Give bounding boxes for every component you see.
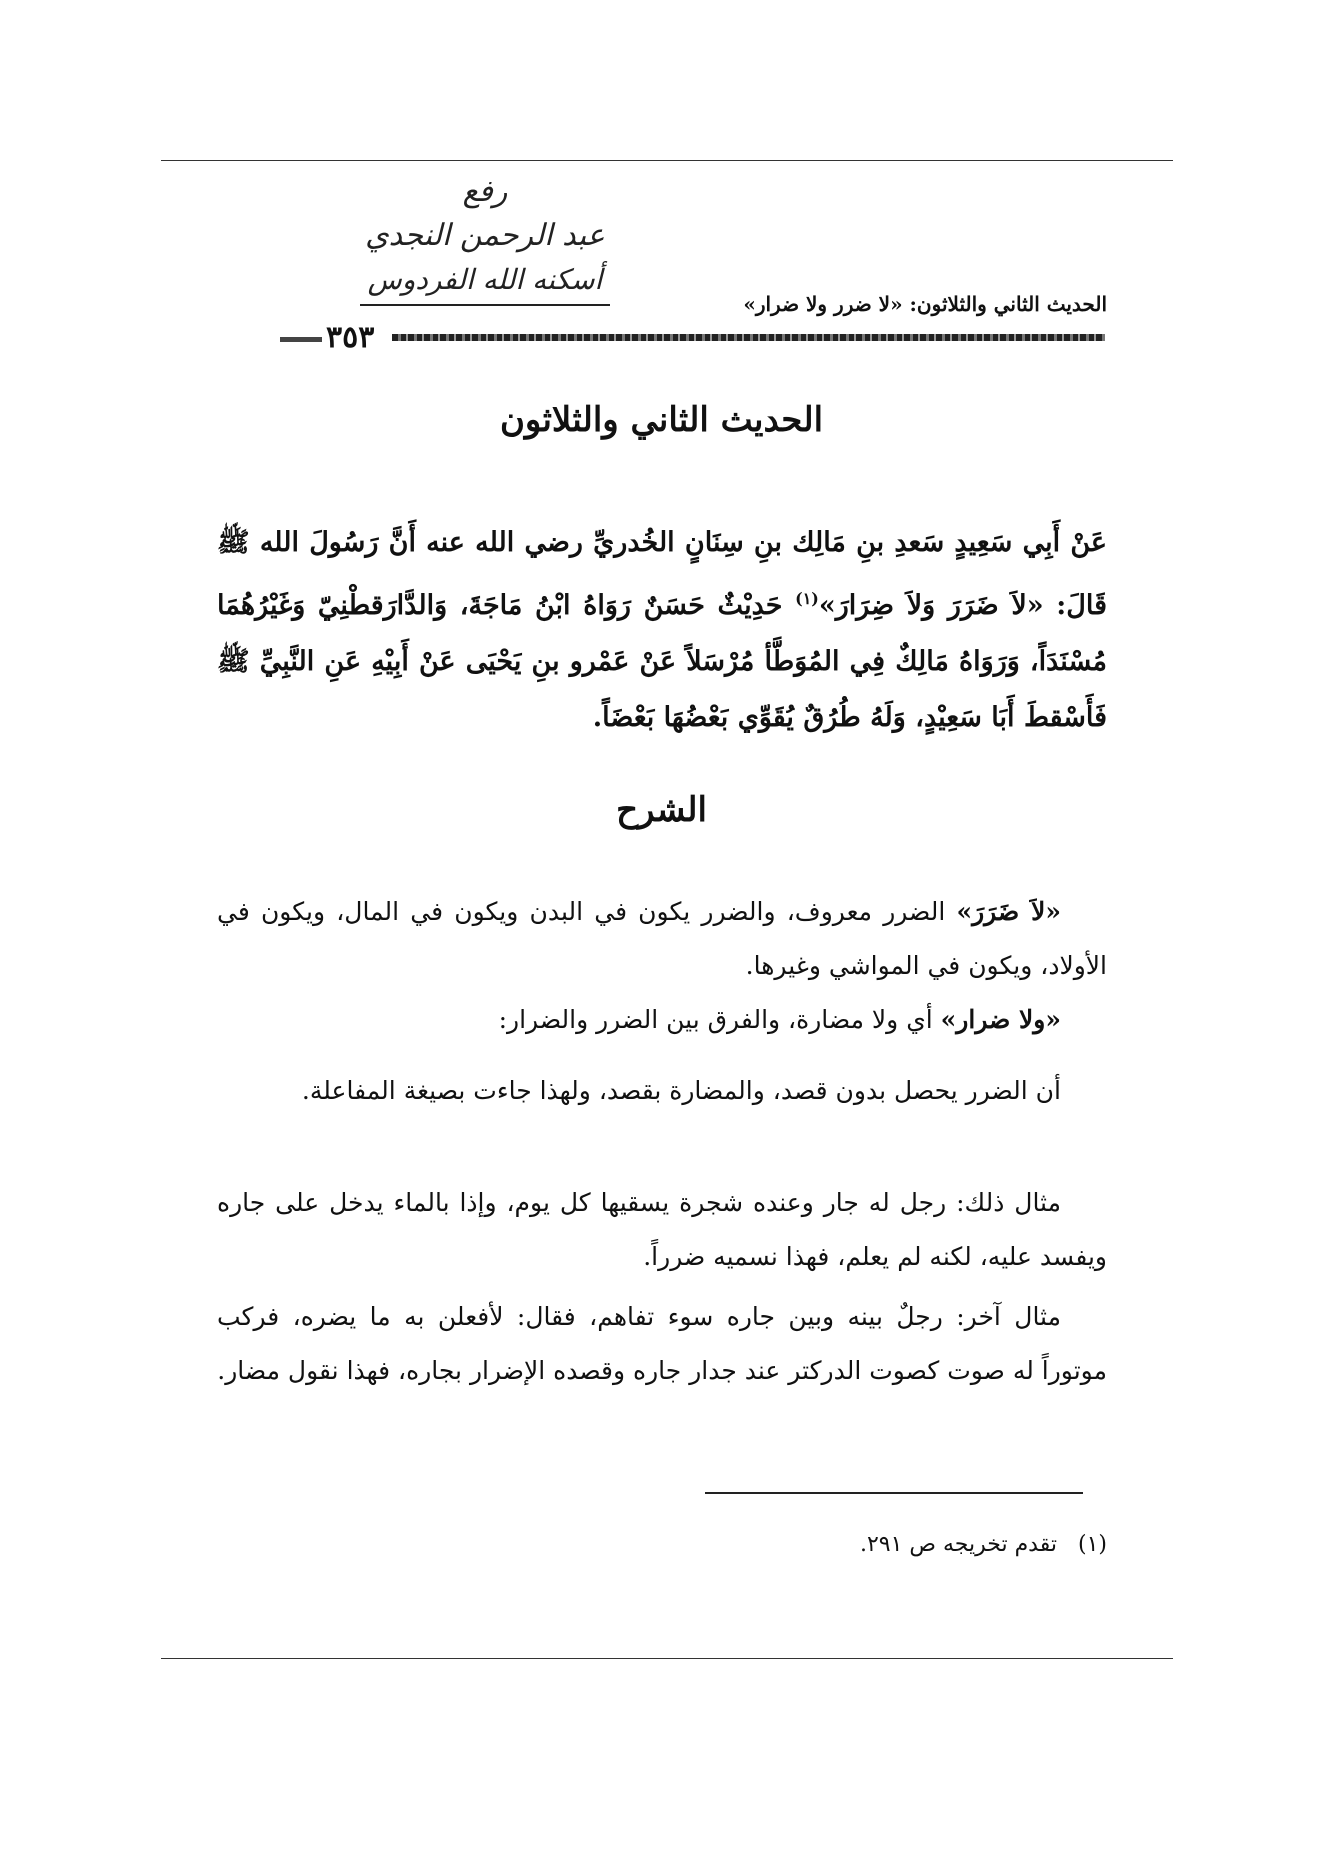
signature-stamp xyxy=(360,170,610,320)
quoted-term: «ولا ضرار» xyxy=(940,1005,1061,1034)
footnote-marker: (١) xyxy=(795,589,819,608)
footnote-rule xyxy=(705,1492,1083,1494)
page-number: ٣٥٣ xyxy=(326,320,375,355)
hadith-text-part-1: عَنْ أَبِي سَعِيدٍ سَعدِ بنِ مَالِك بنِ سِنَانٍ الخُدريِّ رضي الله عنه أَنَّ رَسُولَ الله ﷺ قَالَ: «لاَ ضَرَرَ وَلاَ ضِرَارَ» xyxy=(217,527,1107,621)
header-ornament-bar xyxy=(392,334,1105,341)
stamp-line-3: أسكنه الله الفردوس xyxy=(360,258,610,306)
sharh-title: الشرح xyxy=(616,790,707,830)
stamp-line-1: رفع xyxy=(462,174,508,209)
footnote xyxy=(507,1532,1107,1557)
paragraph-text: أي ولا مضارة، والفرق بين الضرر والضرار: xyxy=(498,1005,941,1034)
hadith-title: الحديث الثاني والثلاثون xyxy=(499,400,824,440)
footnote-number: (١) xyxy=(1077,1532,1107,1557)
sharh-paragraph-1 xyxy=(217,885,1107,993)
sharh-paragraph-5: مثال آخر: رجلٌ بينه وبين جاره سوء تفاهم، فقال: لأفعلن به ما يضره، فركب موتوراً له صوت كصوت الدركتر عند جدار جاره وقصده الإضرار بجاره، فهذا نقول مضار. xyxy=(217,1302,1107,1385)
hadith-text-part-2: حَدِيْثٌ حَسَنٌ رَوَاهُ ابْنُ مَاجَةَ، وَالدَّارَقطْنِيّ وَغَيْرُهُمَا مُسْنَدَاً، وَرَوَاهُ مَالِكٌ فِي المُوَطَّأ مُرْسَلاً عَنْ عَمْرو بنِ يَحْيَى عَنْ أَبِيْهِ عَنِ النَّبِيِّ ﷺ فَأَسْقطَ أَبَا سَعِيْدٍ، وَلَهُ طُرُقٌ يُقَوِّي بَعْضُهَا بَعْضَاً. xyxy=(217,590,1107,733)
sharh-paragraph-3: أن الضرر يحصل بدون قصد، والمضارة بقصد، ولهذا جاءت بصيغة المفاعلة. xyxy=(301,1076,1061,1105)
sharh-paragraph-2 xyxy=(217,993,1107,1047)
footnote-text: تقدم تخريجه ص ٢٩١. xyxy=(859,1532,1057,1557)
sharh-paragraph-4: مثال ذلك: رجل له جار وعنده شجرة يسقيها كل يوم، وإذا بالماء يدخل على جاره ويفسد عليه، لكنه لم يعلم، فهذا نسميه ضرراً. xyxy=(217,1188,1107,1271)
running-title: الحديث الثاني والثلاثون: «لا ضرر ولا ضرار» xyxy=(743,292,1107,316)
paragraph-text: الضرر معروف، والضرر يكون في البدن ويكون في المال، ويكون في الأولاد، ويكون في المواشي وغيرها. xyxy=(217,897,1107,980)
header-ornament-left xyxy=(280,337,322,342)
top-rule xyxy=(161,160,1173,161)
quoted-term: «لاَ ضَرَرَ» xyxy=(956,897,1061,926)
stamp-line-2: عبد الرحمن النجدي xyxy=(365,218,605,253)
hadith-text xyxy=(217,515,1107,746)
bottom-rule xyxy=(161,1658,1173,1659)
